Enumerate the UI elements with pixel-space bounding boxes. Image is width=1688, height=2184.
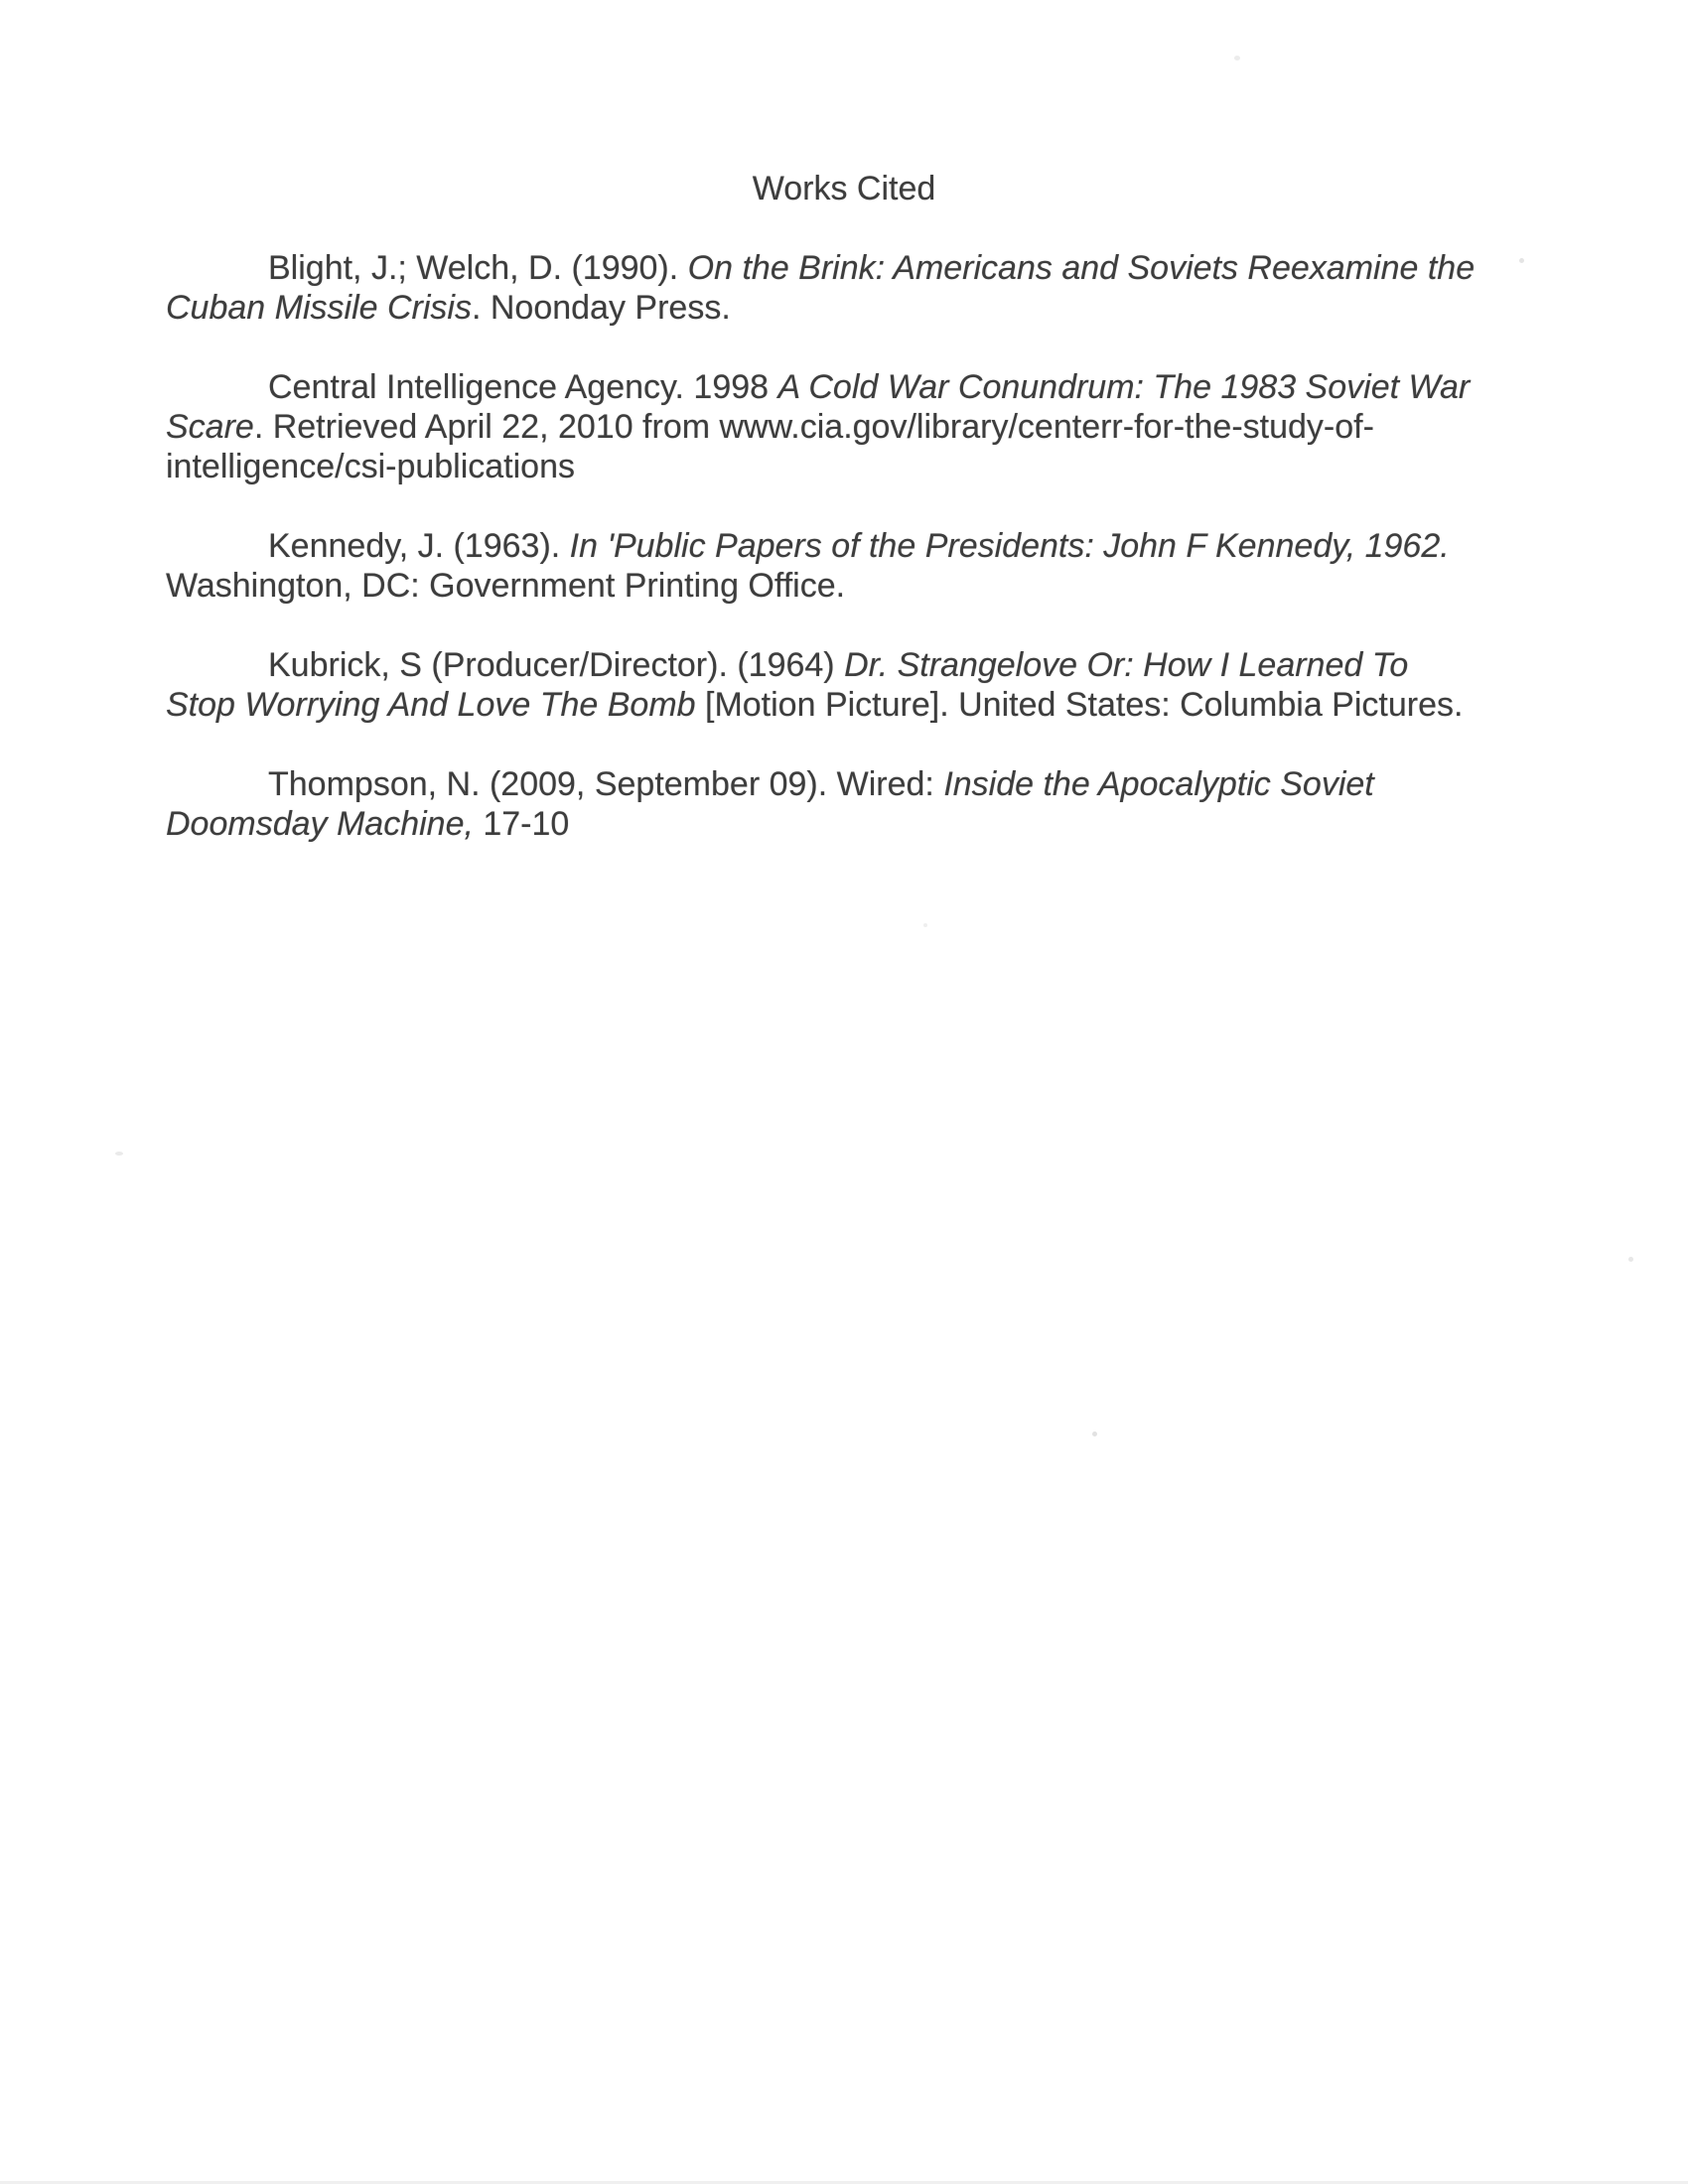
citation-entry [166,248,1522,328]
citation-segment-italic: A Cold War Conundrum: The 1983 Soviet War [777,368,1471,406]
scan-speck [923,923,927,927]
citation-list [166,248,1522,844]
scan-speck [1234,56,1240,61]
citation-line [166,566,1522,606]
works-cited-content [166,169,1522,884]
scan-speck [115,1152,123,1156]
citation-line [166,804,1522,844]
citation-line [166,447,1522,486]
citation-segment-italic: Cuban Missile Crisis [166,289,472,327]
citation-segment-italic: In 'Public Papers of the Presidents: John F Kennedy, 1962. [569,527,1450,565]
citation-line [166,407,1522,447]
citation-line [166,248,1522,288]
citation-segment: Kennedy, J. (1963). [268,527,570,565]
citation-segment: intelligence/csi-publications [166,448,576,485]
citation-segment: [Motion Picture]. United States: Columbia Pictures. [695,686,1464,724]
citation-segment-italic: Inside the Apocalyptic Soviet [943,765,1374,803]
citation-line [166,645,1522,685]
citation-entry [166,367,1522,486]
citation-entry [166,526,1522,606]
citation-line [166,367,1522,407]
citation-segment-italic: Stop Worrying And Love The Bomb [166,686,696,724]
citation-segment: Thompson, N. (2009, September 09). Wired: [268,765,944,803]
citation-line [166,764,1522,804]
scan-speck [1092,1432,1097,1436]
citation-segment: . Noonday Press. [471,289,731,327]
citation-segment-italic: Dr. Strangelove Or: How I Learned To [844,646,1409,684]
citation-entry [166,764,1522,844]
citation-entry [166,645,1522,725]
citation-segment-italic: On the Brink: Americans and Soviets Reexamine the [687,249,1476,287]
citation-segment-italic: Scare [166,408,254,446]
citation-line [166,526,1522,566]
citation-segment: . Retrieved April 22, 2010 from www.cia.gov/library/centerr-for-the-study-of- [253,408,1374,446]
page-title: Works Cited [752,170,936,207]
scan-speck [1519,258,1524,263]
citation-line [166,685,1522,725]
scan-speck [1628,1257,1633,1262]
citation-line [166,288,1522,328]
citation-segment: Washington, DC: Government Printing Office. [166,567,846,605]
citation-segment: Kubrick, S (Producer/Director). (1964) [268,646,845,684]
citation-segment: Blight, J.; Welch, D. (1990). [268,249,688,287]
citation-segment-italic: Doomsday Machine, [166,805,474,843]
citation-segment: Central Intelligence Agency. 1998 [268,368,778,406]
citation-segment: 17-10 [473,805,570,843]
